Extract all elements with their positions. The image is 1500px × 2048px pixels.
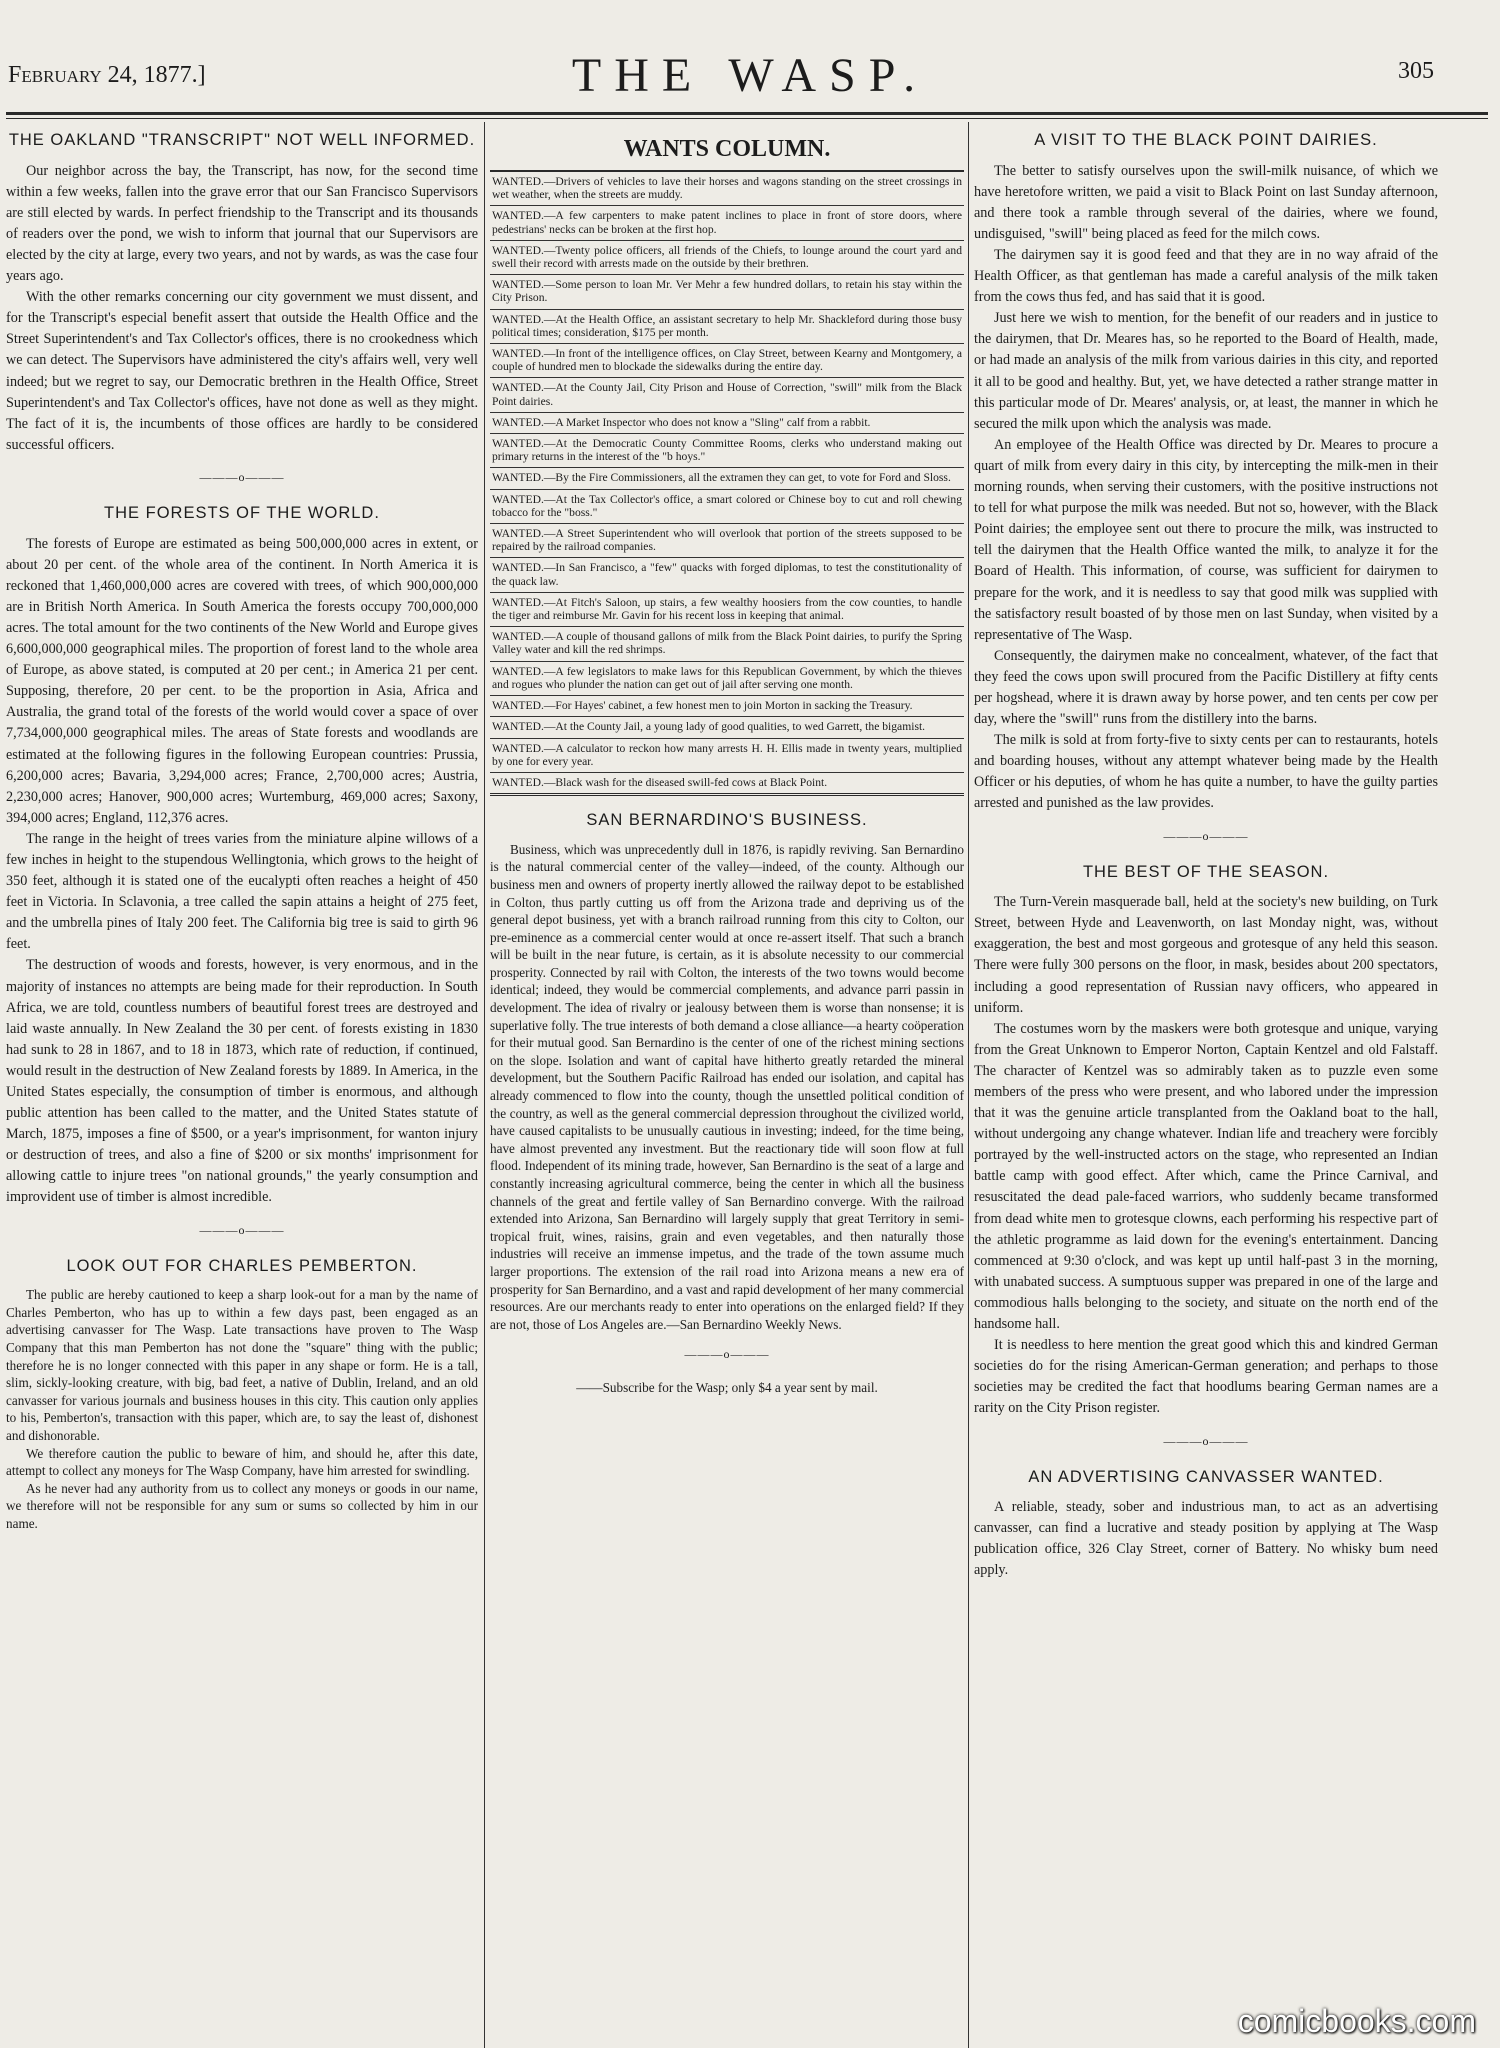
article-paragraph: Consequently, the dairymen make no concealment, whatever, of the fact that they feed the cows upon swill procured from the Pacific Distillery at fifty cents per hogshead, where it is drawn away by horse power, and ten cents per cow per day, where the "swill" runs from the distillery into the barns. <box>974 647 1438 728</box>
article-forests <box>6 503 478 1209</box>
wants-item: WANTED.—Drivers of vehicles to lave their horses and wagons standing on the street crossings in wet weather, when the streets are muddy. <box>490 172 964 206</box>
column-divider <box>968 122 969 2048</box>
subscription-notice: ——Subscribe for the Wasp; only $4 a year sent by mail. <box>576 1380 878 1396</box>
section-separator: ———o——— <box>684 1347 770 1362</box>
section-separator: ———o——— <box>1163 828 1249 843</box>
wants-item: WANTED.—By the Fire Commissioners, all the extramen they can get, to vote for Ford and Sloss. <box>490 468 964 489</box>
wants-item: WANTED.—At the Tax Collector's office, a smart colored or Chinese boy to cut and roll chewing tobacco for the "boss." <box>490 490 964 524</box>
wants-item: WANTED.—In front of the intelligence offices, on Clay Street, between Kearny and Montgomery, a couple of hundred men to blockade the sidewalks during the entire day. <box>490 344 964 378</box>
section-separator: ———o——— <box>1163 1433 1249 1448</box>
column-right <box>974 126 1438 2048</box>
masthead <box>0 0 1500 120</box>
article-paragraph: Our neighbor across the bay, the Transcript, has now, for the second time within a few weeks, fallen into the grave error that our San Francisco Supervisors are still elected by wards. In perfect friendship to the Transcript and its thousands of readers over the pond, we wish to inform that journal that our Supervisors are elected by the city at large, every two years, and not by wards, as was the case four years ago. <box>6 162 478 285</box>
wants-list <box>490 170 964 796</box>
article-oakland-transcript <box>6 130 478 456</box>
article-heading: THE BEST OF THE SEASON. <box>1082 862 1330 881</box>
article-heading: A VISIT TO THE BLACK POINT DAIRIES. <box>1034 131 1378 149</box>
wants-item: WANTED.—A Market Inspector who does not know a "Sling" calf from a rabbit. <box>490 413 964 434</box>
article-paragraph: The better to satisfy ourselves upon the swill-milk nuisance, of which we have heretofore written, we paid a visit to Black Point on last Sunday afternoon, and there took a ramble through several of the dairies, where we found, undisguised, "swill" being placed as feed for the milch cows. <box>974 162 1438 242</box>
article-paragraph: It is needless to here mention the great good which this and kindred German societies do for the rising American-German generation; and perhaps to those societies may be credited the fact that hoodlums bearing German names are a rarity on the City Prison register. <box>974 1337 1438 1417</box>
article-heading: SAN BERNARDINO'S BUSINESS. <box>586 811 868 830</box>
article-paragraph: An employee of the Health Office was directed by Dr. Meares to procure a quart of milk from every dairy in this city, by intercepting the milk-men in their morning rounds, when serving their customers, with the positive instructions not to tell for what purpose the milk was needed. But not so, however, with the Black Point dairies; the employee sent out there to procure the milk, was instructed to tell the dairymen that the Health Office wanted the milk, to analyze it for the Board of Health. This information, of course, was sufficient for dairymen to prepare for the work, and it is needless to say that good milk was supplied with the satisfactory result boasted of by those men on last Sunday, when visited by a representative of The Wasp. <box>974 436 1438 643</box>
article-heading: AN ADVERTISING CANVASSER WANTED. <box>1028 1467 1384 1486</box>
column-middle <box>490 126 964 2048</box>
article-pemberton <box>6 1256 478 1533</box>
masthead-rule <box>6 112 1488 119</box>
article-paragraph: The costumes worn by the maskers were both grotesque and unique, varying from the Great Unknown to Emperor Norton, Captain Kentzel and old Falstaff. The character of Kentzel was so admirably taken as to puzzle even some members of the press who were present, and who labored under the impression that it was the genuine article transplanted from the Oakland boat to the hall, without undergoing any change whatever. Indian life and treachery were forcibly portrayed by the well-instructed actors on the stage, who represented an Indian battle camp with good effect. After which, came the Prince Carnival, and resuscitated the dead pale-faced warriors, who suddenly became transformed from dead white men to grotesque clowns, each performing his respective part of the athletic programme as laid down for the evening's entertainment. Dancing commenced at 9:30 o'clock, and was kept up until half-past 3 in the morning, with unabated success. A sumptuous supper was prepared in one of the large and commodious halls belonging to the society, and situate on the north end of the handsome hall. <box>974 1020 1438 1333</box>
article-heading: THE FORESTS OF THE WORLD. <box>104 503 380 522</box>
watermark-logo: comicbooks.com <box>1237 2003 1476 2039</box>
wants-item: WANTED.—A Street Superintendent who will overlook that portion of the streets supposed to be repaired by the railroad companies. <box>490 524 964 558</box>
article-paragraph: We therefore caution the public to beware of him, and should he, after this date, attempt to collect any moneys for The Wasp Company, have him arrested for swindling. <box>6 1445 478 1479</box>
article-paragraph: As he never had any authority from us to collect any moneys or goods in our name, we therefore will not be responsible for any sum or sums so collected by him in our name. <box>6 1480 478 1531</box>
article-paragraph: A reliable, steady, sober and industrious man, to act as an advertising canvasser, can find a lucrative and steady position by applying at The Wasp publication office, 326 Clay Street, corner of Battery. No whisky bum need apply. <box>974 1499 1438 1579</box>
wants-item: WANTED.—A calculator to reckon how many arrests H. H. Ellis made in twenty years, multiplied by one for every year. <box>490 739 964 773</box>
article-paragraph: The Turn-Verein masquerade ball, held at the society's new building, on Turk Street, between Hyde and Leavenworth, on last Monday night, was, without exaggeration, the best and most gorgeous and grotesque of any held this season. There were fully 300 persons on the floor, in mask, besides about 200 spectators, including a good representation of Russian navy officers, who appeared in uniform. <box>974 894 1438 1016</box>
wants-item: WANTED.—At the County Jail, City Prison and House of Correction, "swill" milk from the Black Point dairies. <box>490 378 964 412</box>
wants-item: WANTED.—At Fitch's Saloon, up stairs, a few wealthy hoosiers from the cow counties, to handle the tiger and reimburse Mr. Gavin for his recent loss in keeping that animal. <box>490 593 964 627</box>
wants-item: WANTED.—At the County Jail, a young lady of good qualities, to wed Garrett, the bigamist. <box>490 717 964 738</box>
page-number: 305 <box>1398 58 1434 84</box>
article-paragraph: Just here we wish to mention, for the benefit of our readers and in justice to the dairymen, that Dr. Meares has, so he reported to the Board of Health, made, or had made an analysis of the milk from various dairies in this city, and reported it all to be good and healthy. But, yet, we have detected a rather strange matter in this particular mode of Dr. Meares' analysis, or, at least, the manner in which he secured the milk upon which the analysis was made. <box>974 310 1438 432</box>
wants-item: WANTED.—At the Health Office, an assistant secretary to help Mr. Shackleford during those busy political times; consideration, $175 per month. <box>490 310 964 344</box>
section-separator: ———o——— <box>199 469 285 484</box>
article-paragraph: The milk is sold at from forty-five to sixty cents per can to restaurants, hotels and boarding houses, without any attempt whatever being made by the Health Officer or his deputies, of whom he has quite a number, to have the guilty parties arrested and punished as the law provides. <box>974 732 1438 812</box>
wants-item: WANTED.—For Hayes' cabinet, a few honest men to join Morton in sacking the Treasury. <box>490 696 964 717</box>
article-canvasser-wanted <box>974 1467 1438 1582</box>
article-paragraph: The range in the height of trees varies from the miniature alpine willows of a few inches in height to the stupendous Wellingtonia, which grows to the height of 350 feet, although it is stated one of the eucalypti often reaches a height of 450 feet in Victoria. In Sclavonia, a tree called the sapin attains a height of 275 feet, and the umbrella pines of Italy 200 feet. The California big tree is said to girth 96 feet. <box>6 830 478 953</box>
wants-item: WANTED.—At the Democratic County Committee Rooms, clerks who understand making out primary returns in the interest of the "b hoys." <box>490 434 964 468</box>
article-paragraph: Business, which was unprecedently dull in 1876, is rapidly reviving. San Bernardino is the natural commercial center of the valley—indeed, of the county. Although our business men and owners of property inertly allowed the railway depot to be established in Colton, thus partly cutting us off from the Arizona trade and depriving us of the general depot business, yet with a branch railroad running from this city to Colton, our pre-eminence as a commercial center would at once re-assert itself. That such a branch will be built in the near future, is certain, as it is absolute necessity to our commercial prosperity. Connected by rail with Colton, the interests of the two towns would become identical; indeed, they would be commercial complements, and advance parri passin in development. The idea of rivalry or jealousy between them is worse than nonsense; it is superlative folly. The true interests of both demand a close alliance—a hearty coöperation for their mutual good. San Bernardino is the center of one of the richest mining sections on the slope. Isolation and want of capital have hitherto greatly retarded the mineral development, but the Southern Pacific Railroad has ended our isolation, and capital has already commenced to flow into the county, though the unsettled political condition of the country, as well as the general commercial depression throughout the civilized world, have caused capitalists to be unusually cautious in investing; indeed, for the time being, have almost prevented any investment. But the reactionary tide will soon flow at full flood. Independent of its mining trade, however, San Bernardino is the seat of a large and constantly increasing agricultural commerce, being the center in which all the business channels of the great and fertile valley of San Bernardino converge. With the railroad extended into Arizona, San Bernardino will largely supply that great Territory in semi-tropical fruit, wines, raisins, grain and even vegetables, and then naturally those industries will receive an immense impetus, and the trade of the town assume much larger proportions. The extension of the rail road into Arizona means a new era of prosperity for San Bernardino, and a vast and rapid development of her many commercial resources. Are our merchants ready to enter into operations on the enlarged field? If they are not, those of Los Angeles are.—San Bernardino Weekly News. <box>490 841 964 1332</box>
wants-item: WANTED.—Some person to loan Mr. Ver Mehr a few hundred dollars, to retain his stay within the City Prison. <box>490 275 964 309</box>
wants-item: WANTED.—In San Francisco, a "few" quacks with forged diplomas, to test the constitutionality of the quack law. <box>490 558 964 592</box>
article-paragraph: The destruction of woods and forests, however, is very enormous, and in the majority of instances no attempts are being made for their reproduction. In South Africa, we are told, countless numbers of beautiful forest trees are destroyed and laid waste annually. In New Zealand the 30 per cent. of forests existing in 1830 had sunk to 28 in 1867, and to 18 in 1873, which rate of reduction, if continued, would result in the destruction of New Zealand forests by 1889. In America, in the United States especially, the consumption of timber is enormous, and although public attention has been called to the matter, and the United States statute of March, 1875, imposes a fine of $500, or a year's imprisonment, for wanton injury or destruction of trees, and also a fine of $200 or six months' imprisonment for allowing cattle to injure trees "on national grounds," the yearly consumption and improvident use of timber is almost incredible. <box>6 957 478 1206</box>
wants-item: WANTED.—A few legislators to make laws for this Republican Government, by which the thieves and rogues who plunder the nation can get out of jail after serving one month. <box>490 662 964 696</box>
article-paragraph: The public are hereby cautioned to keep a sharp look-out for a man by the name of Charles Pemberton, who has up to within a few days past, been engaged as an advertising canvasser for The Wasp. Late transactions have proven to The Wasp Company that this man Pemberton has not done the "square" thing with the public; therefore he is no longer connected with this paper in any shape or form. He is a tall, slim, sickly-looking creature, with big, bad feet, a native of Dublin, Ireland, and an old canvasser for various journals and business houses in this city. This caution only applies to his, Pemberton's, transaction with this paper, which are, to say the least of, dishonest and dishonorable. <box>6 1287 478 1443</box>
article-heading: THE OAKLAND "TRANSCRIPT" NOT WELL INFORMED. <box>8 131 476 149</box>
newspaper-title: THE WASP. <box>571 49 929 102</box>
wants-item: WANTED.—A couple of thousand gallons of milk from the Black Point dairies, to purify the Spring Valley water and kill the red shrimps. <box>490 627 964 661</box>
article-paragraph: With the other remarks concerning our city government we must dissent, and for the Transcript's especial benefit assert that outside the Health Office and the Street Superintendent's and Tax Collector's offices, there is no crookedness which we can detect. The Supervisors have administered the city's affairs well, very well indeed; but we regret to say, our Democratic brethren in the Health Office, Street Superintendent's and Tax Collector's offices, have not done as well as they might. The fact of it is, the incumbents of those offices are hardly to be considered successful officers. <box>6 289 478 453</box>
wants-item: WANTED.—Twenty police officers, all friends of the Chiefs, to lounge around the court yard and swell their record with arrests made on the outside by their brethren. <box>490 241 964 275</box>
article-heading: LOOK OUT FOR CHARLES PEMBERTON. <box>66 1256 418 1275</box>
article-paragraph: The forests of Europe are estimated as being 500,000,000 acres in extent, or about 20 per cent. of the whole area of the continent. In North America it is reckoned that 1,460,000,000 acres are covered with trees, of which 900,000,000 are in British North America. In South America the forests occupy 700,000,000 acres. The total amount for the two continents of the New World and Europe gives 6,600,000,000 geographical miles. The proportion of forest land to the whole area of Europe, as above stated, is computed at 20 per cent.; in America 21 per cent. Supposing, therefore, 20 per cent. to be the proportion in Asia, Africa and Australia, the grand total of the forests of the world would cover a space of over 7,734,000,000 geographical miles. The areas of State forests and woodlands are estimated at the following figures in the following European countries: Prussia, 6,200,000 acres; Bavaria, 3,294,000 acres; France, 2,700,000 acres; Austria, 2,230,000 acres; Hanover, 900,000 acres; Wurtemburg, 469,000 acres; Saxony, 394,000 acres; England, 112,376 acres. <box>6 535 478 826</box>
wants-column-heading: WANTS COLUMN. <box>623 136 831 162</box>
article-paragraph: The dairymen say it is good feed and that they are in no way afraid of the Health Officer, as that gentleman has made a careful analysis of the milk taken from the cows thus fed, and has said that it is good. <box>974 247 1438 306</box>
article-black-point-dairies <box>974 130 1438 815</box>
article-san-bernardino <box>490 810 964 1333</box>
column-divider <box>484 122 485 2048</box>
wants-item: WANTED.—Black wash for the diseased swill-fed cows at Black Point. <box>492 775 828 789</box>
article-best-of-season <box>974 862 1438 1420</box>
issue-date: February 24, 1877.] <box>8 62 206 88</box>
section-separator: ———o——— <box>199 1222 285 1237</box>
wants-item: WANTED.—A few carpenters to make patent inclines to place in front of store doors, where pedestrians' necks can be broken at the first hop. <box>490 206 964 240</box>
column-left <box>6 126 478 2048</box>
